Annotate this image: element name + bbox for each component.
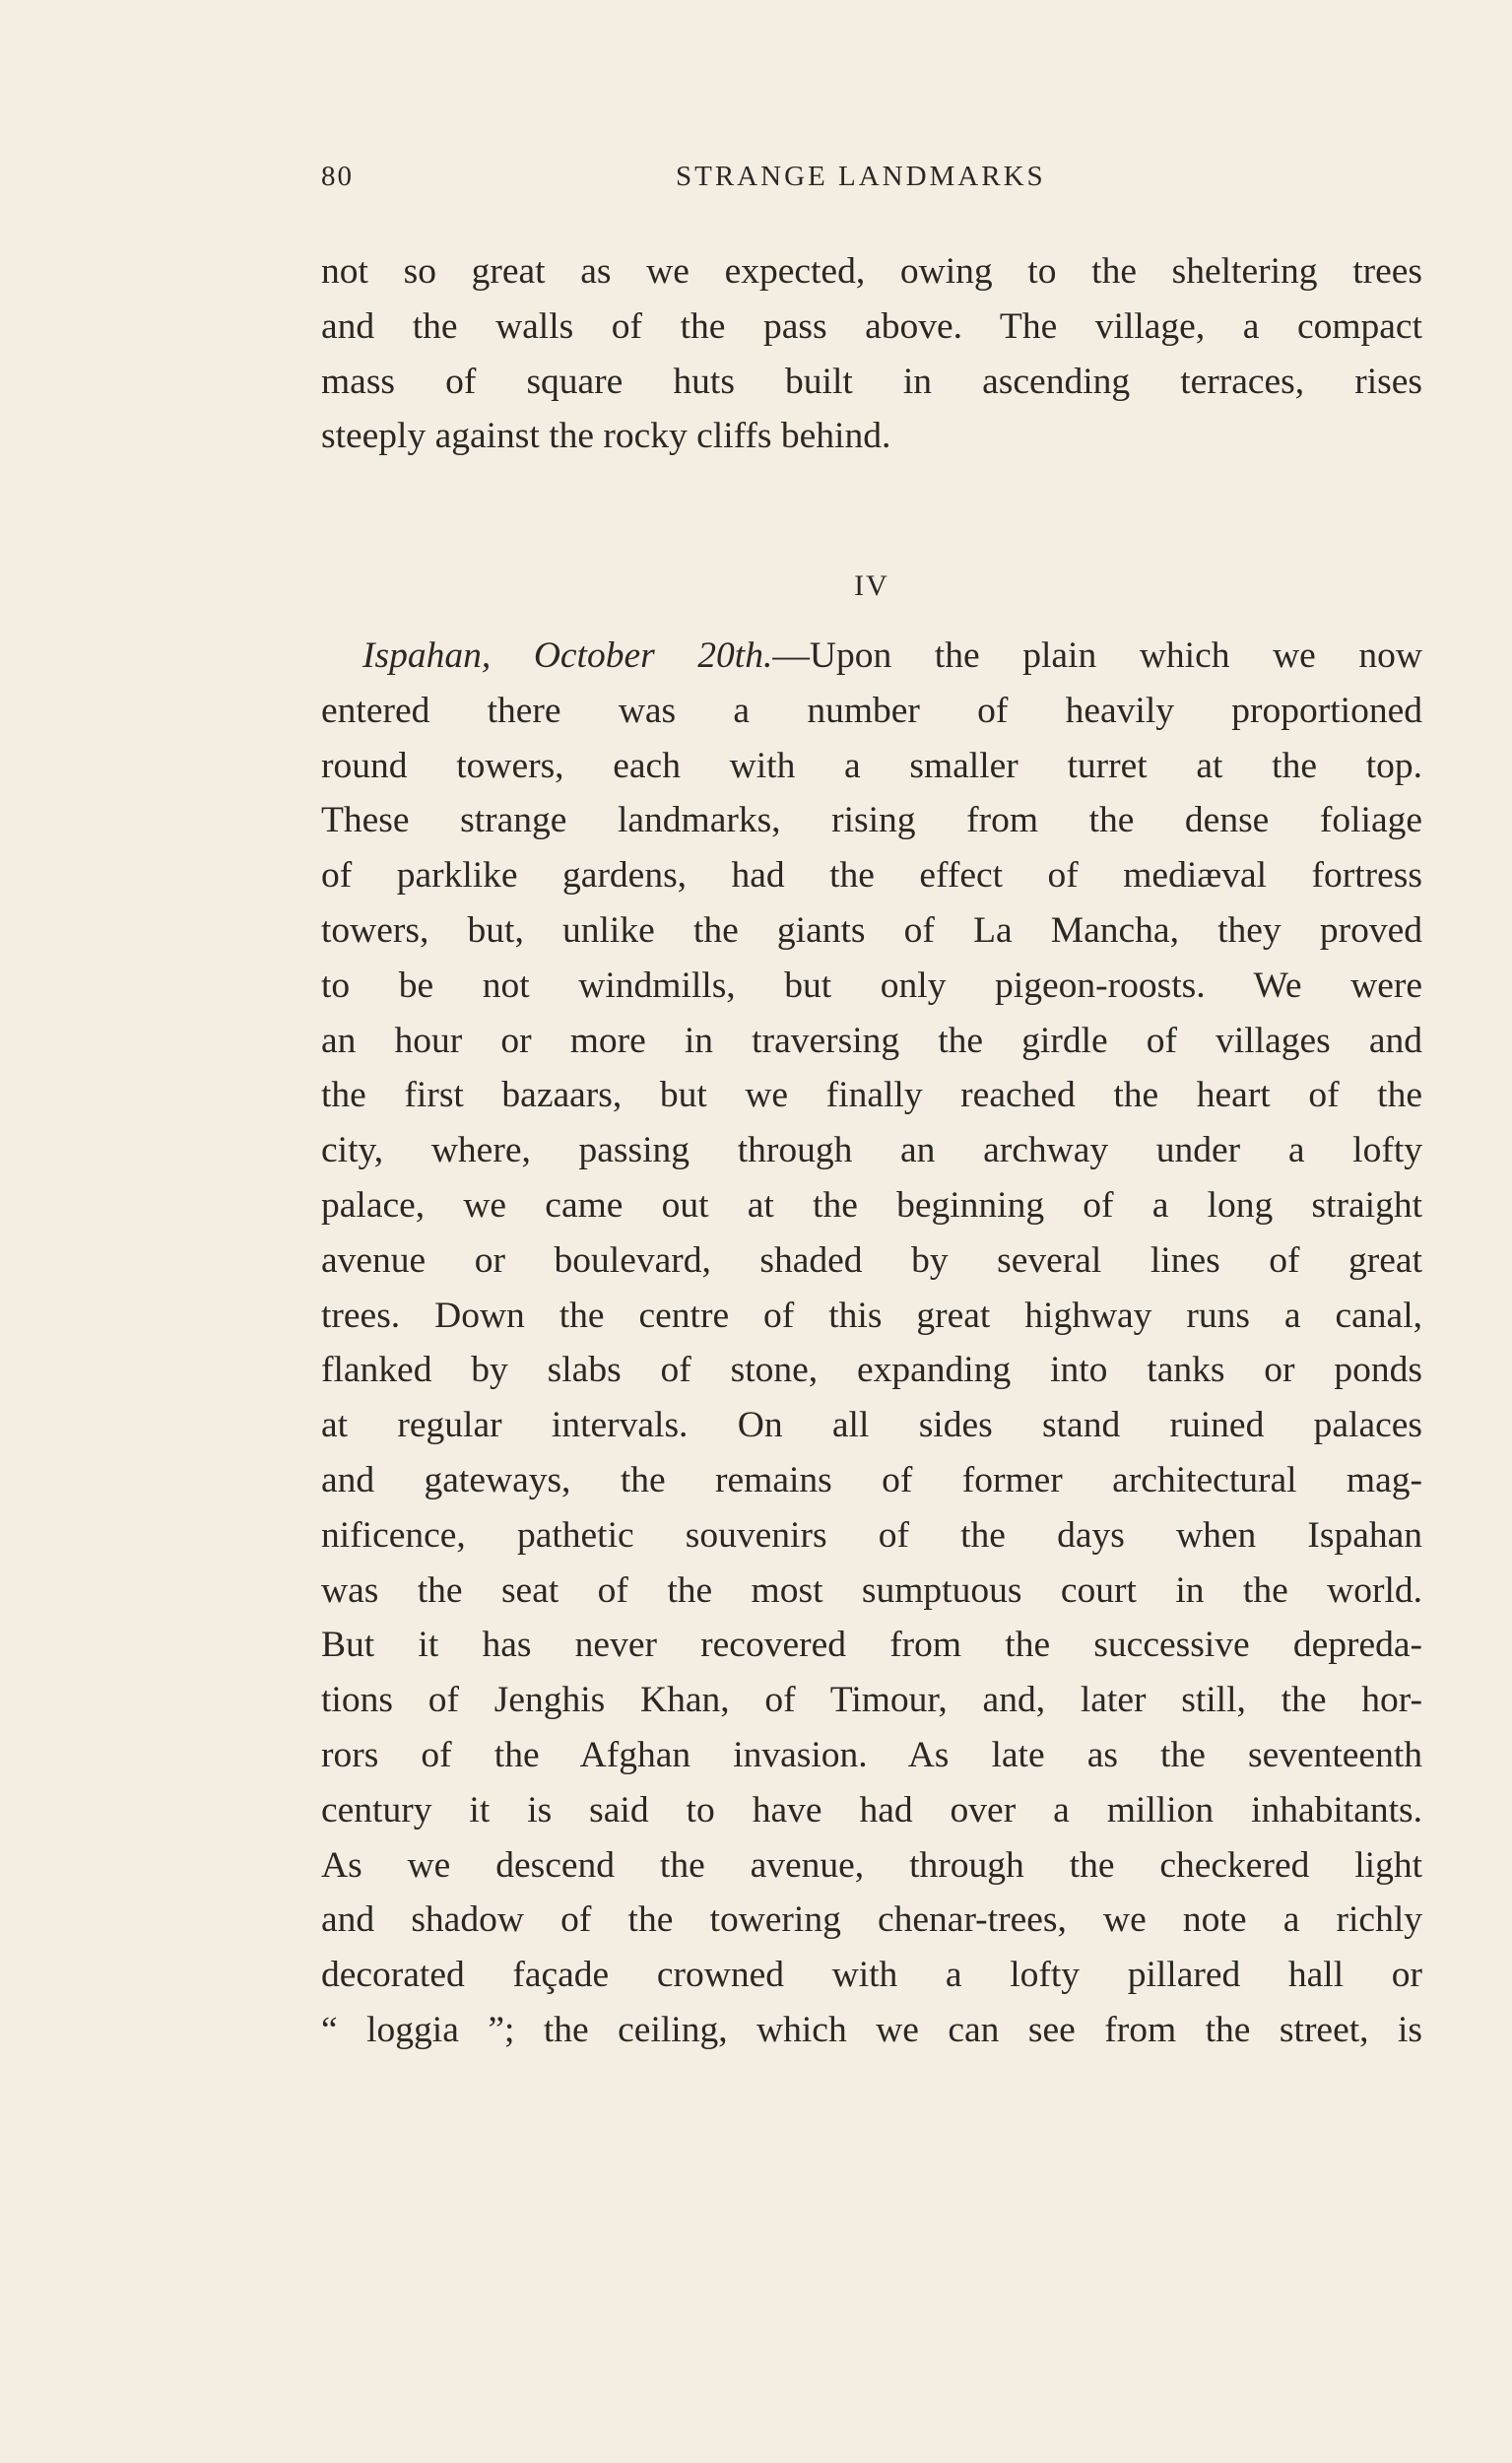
section-number: IV — [854, 569, 889, 602]
page-number: 80 — [321, 161, 354, 192]
paragraph-continuation — [321, 244, 1422, 464]
text-line: mass of square huts built in ascending terraces, rises — [321, 361, 1422, 402]
text-line: the first bazaars, but we finally reached the heart of the — [321, 1075, 1422, 1116]
paragraph-ispahan — [321, 629, 1422, 2058]
dateline: Ispahan, October 20th. — [362, 635, 773, 676]
text-line: avenue or boulevard, shaded by several lines of great — [321, 1239, 1422, 1281]
text-line-first — [321, 629, 1422, 684]
running-title: STRANGE LANDMARKS — [676, 161, 1046, 192]
text-line: and gateways, the remains of former architectural mag- — [321, 1459, 1422, 1500]
first-line-text: —Upon the plain which we now — [772, 635, 1422, 676]
text-line: at regular intervals. On all sides stand ruined palaces — [321, 1405, 1422, 1446]
text-line: “ loggia ”; the ceiling, which we can see from the street, is — [321, 2009, 1422, 2050]
text-line: was the seat of the most sumptuous court in the world. — [321, 1569, 1422, 1611]
text-line: city, where, passing through an archway under a lofty — [321, 1130, 1422, 1171]
text-line: and shadow of the towering chenar-trees, we note a richly — [321, 1899, 1422, 1941]
text-line: round towers, each with a smaller turret at the top. — [321, 745, 1422, 786]
text-line: towers, but, unlike the giants of La Mancha, they proved — [321, 909, 1422, 951]
text-line: tions of Jenghis Khan, of Timour, and, later still, the hor- — [321, 1680, 1422, 1721]
text-line: not so great as we expected, owing to the sheltering trees — [321, 251, 1422, 292]
text-line: entered there was a number of heavily proportioned — [321, 690, 1422, 731]
text-line: and the walls of the pass above. The village, a compact — [321, 305, 1422, 347]
text-line: decorated façade crowned with a lofty pillared hall or — [321, 1955, 1422, 1996]
text-line: These strange landmarks, rising from the dense foliage — [321, 800, 1422, 841]
text-line: to be not windmills, but only pigeon-roosts. We were — [321, 965, 1422, 1006]
text-line: As we descend the avenue, through the checkered light — [321, 1844, 1422, 1886]
text-line: nificence, pathetic souvenirs of the days when Ispahan — [321, 1514, 1422, 1556]
text-line: century it is said to have had over a million inhabitants. — [321, 1789, 1422, 1831]
text-line: palace, we came out at the beginning of a long straight — [321, 1184, 1422, 1226]
text-line: But it has never recovered from the successive depreda- — [321, 1625, 1422, 1666]
text-line: trees. Down the centre of this great highway runs a canal, — [321, 1295, 1422, 1336]
text-line: of parklike gardens, had the effect of mediæval fortress — [321, 855, 1422, 897]
text-line: steeply against the rocky cliffs behind. — [321, 416, 891, 457]
text-line: rors of the Afghan invasion. As late as the seventeenth — [321, 1734, 1422, 1775]
running-header — [321, 161, 1422, 204]
text-line: an hour or more in traversing the girdle of villages and — [321, 1020, 1422, 1061]
text-line: flanked by slabs of stone, expanding into tanks or ponds — [321, 1350, 1422, 1391]
